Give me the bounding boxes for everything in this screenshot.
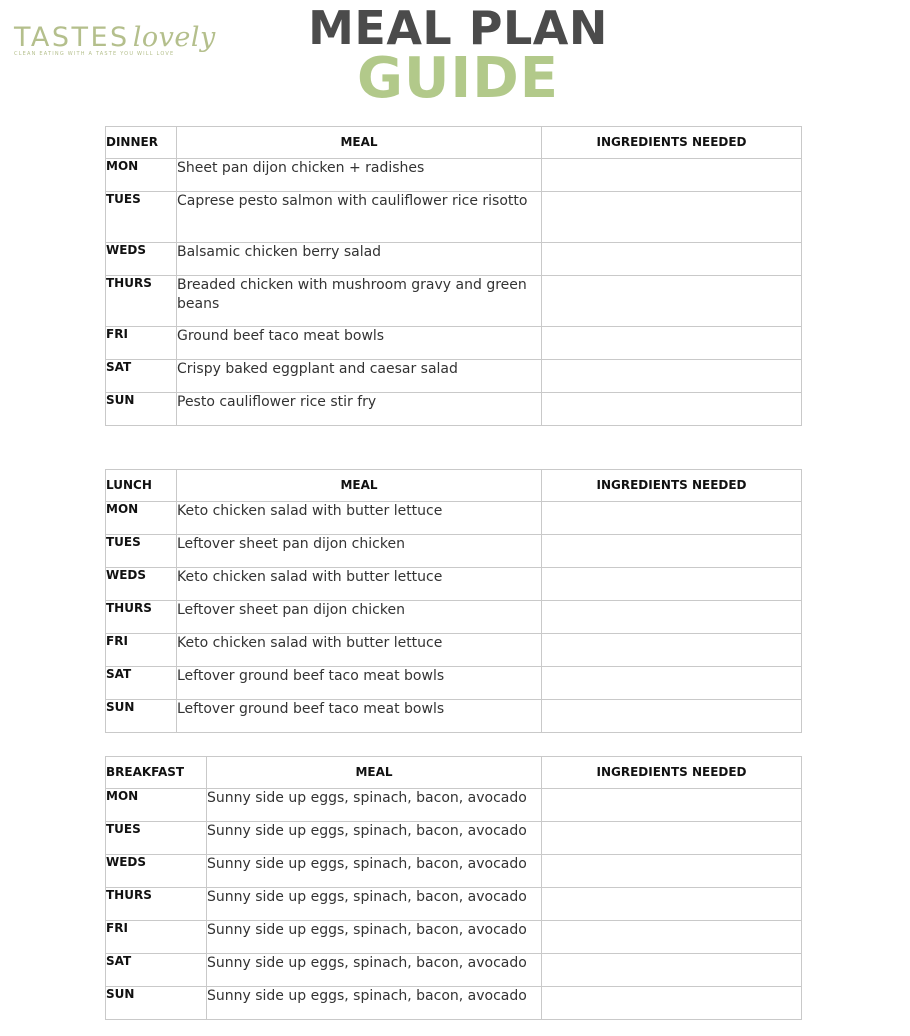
ingredients-column-header: INGREDIENTS NEEDED xyxy=(542,470,802,502)
ingredients-column-header: INGREDIENTS NEEDED xyxy=(542,757,802,789)
day-cell: MON xyxy=(106,789,207,822)
ingredients-cell[interactable] xyxy=(542,855,802,888)
meal-cell: Sunny side up eggs, spinach, bacon, avocado xyxy=(207,822,542,855)
meal-cell: Ground beef taco meat bowls xyxy=(177,327,542,360)
meal-cell: Caprese pesto salmon with cauliflower rice risotto xyxy=(177,192,542,243)
ingredients-cell[interactable] xyxy=(542,634,802,667)
table-row xyxy=(106,789,802,822)
brand-name-script: lovely xyxy=(132,22,216,53)
meal-cell: Sunny side up eggs, spinach, bacon, avocado xyxy=(207,921,542,954)
day-cell: TUES xyxy=(106,822,207,855)
ingredients-cell[interactable] xyxy=(542,276,802,327)
table-header-row xyxy=(106,757,802,789)
meal-cell: Keto chicken salad with butter lettuce xyxy=(177,634,542,667)
table-row xyxy=(106,855,802,888)
brand-name-word: TASTES xyxy=(14,22,130,53)
table-row xyxy=(106,393,802,426)
day-cell: WEDS xyxy=(106,855,207,888)
day-cell: MON xyxy=(106,502,177,535)
ingredients-column-header: INGREDIENTS NEEDED xyxy=(542,127,802,159)
day-cell: THURS xyxy=(106,276,177,327)
page-title-line1: MEAL PLAN xyxy=(308,1,608,55)
brand-tagline: CLEAN EATING WITH A TASTE YOU WILL LOVE xyxy=(14,51,175,57)
day-cell: SUN xyxy=(106,393,177,426)
ingredients-cell[interactable] xyxy=(542,601,802,634)
meal-cell: Breaded chicken with mushroom gravy and green beans xyxy=(177,276,542,327)
table-row xyxy=(106,954,802,987)
day-cell: TUES xyxy=(106,535,177,568)
table-row xyxy=(106,700,802,733)
day-cell: FRI xyxy=(106,921,207,954)
day-cell: WEDS xyxy=(106,568,177,601)
ingredients-cell[interactable] xyxy=(542,888,802,921)
table-row xyxy=(106,243,802,276)
table-row xyxy=(106,360,802,393)
meal-cell: Balsamic chicken berry salad xyxy=(177,243,542,276)
table-row xyxy=(106,822,802,855)
ingredients-cell[interactable] xyxy=(542,822,802,855)
ingredients-cell[interactable] xyxy=(542,700,802,733)
ingredients-cell[interactable] xyxy=(542,954,802,987)
meal-cell: Leftover sheet pan dijon chicken xyxy=(177,601,542,634)
table-row xyxy=(106,921,802,954)
meal-cell: Sunny side up eggs, spinach, bacon, avocado xyxy=(207,789,542,822)
meal-column-header: MEAL xyxy=(207,757,542,789)
table-row xyxy=(106,888,802,921)
ingredients-cell[interactable] xyxy=(542,243,802,276)
meal-cell: Crispy baked eggplant and caesar salad xyxy=(177,360,542,393)
meal-cell: Leftover ground beef taco meat bowls xyxy=(177,667,542,700)
day-cell: TUES xyxy=(106,192,177,243)
ingredients-cell[interactable] xyxy=(542,921,802,954)
dinner-table xyxy=(105,126,802,426)
breakfast-table xyxy=(105,756,802,1020)
table-row xyxy=(106,667,802,700)
table-row xyxy=(106,601,802,634)
table-row xyxy=(106,568,802,601)
table-row xyxy=(106,327,802,360)
ingredients-cell[interactable] xyxy=(542,327,802,360)
day-cell: MON xyxy=(106,159,177,192)
day-cell: THURS xyxy=(106,601,177,634)
day-cell: FRI xyxy=(106,327,177,360)
day-cell: SUN xyxy=(106,987,207,1020)
section-label: DINNER xyxy=(106,127,177,159)
table-row xyxy=(106,502,802,535)
meal-column-header: MEAL xyxy=(177,127,542,159)
day-cell: SUN xyxy=(106,700,177,733)
lunch-table xyxy=(105,469,802,733)
ingredients-cell[interactable] xyxy=(542,535,802,568)
table-row xyxy=(106,987,802,1020)
ingredients-cell[interactable] xyxy=(542,568,802,601)
table-header-row xyxy=(106,470,802,502)
ingredients-cell[interactable] xyxy=(542,789,802,822)
day-cell: THURS xyxy=(106,888,207,921)
meal-cell: Sunny side up eggs, spinach, bacon, avocado xyxy=(207,954,542,987)
page-title-line2: GUIDE xyxy=(356,46,559,111)
table-header-row xyxy=(106,127,802,159)
ingredients-cell[interactable] xyxy=(542,393,802,426)
table-row xyxy=(106,159,802,192)
ingredients-cell[interactable] xyxy=(542,987,802,1020)
meal-column-header: MEAL xyxy=(177,470,542,502)
day-cell: WEDS xyxy=(106,243,177,276)
ingredients-cell[interactable] xyxy=(542,159,802,192)
ingredients-cell[interactable] xyxy=(542,502,802,535)
section-label: BREAKFAST xyxy=(106,757,207,789)
meal-cell: Keto chicken salad with butter lettuce xyxy=(177,568,542,601)
ingredients-cell[interactable] xyxy=(542,192,802,243)
day-cell: FRI xyxy=(106,634,177,667)
table-row xyxy=(106,276,802,327)
meal-cell: Sunny side up eggs, spinach, bacon, avocado xyxy=(207,855,542,888)
meal-cell: Leftover sheet pan dijon chicken xyxy=(177,535,542,568)
table-row xyxy=(106,192,802,243)
meal-cell: Leftover ground beef taco meat bowls xyxy=(177,700,542,733)
ingredients-cell[interactable] xyxy=(542,667,802,700)
meal-cell: Keto chicken salad with butter lettuce xyxy=(177,502,542,535)
day-cell: SAT xyxy=(106,360,177,393)
meal-cell: Sheet pan dijon chicken + radishes xyxy=(177,159,542,192)
day-cell: SAT xyxy=(106,667,177,700)
meal-cell: Pesto cauliflower rice stir fry xyxy=(177,393,542,426)
section-label: LUNCH xyxy=(106,470,177,502)
meal-cell: Sunny side up eggs, spinach, bacon, avocado xyxy=(207,888,542,921)
meal-cell: Sunny side up eggs, spinach, bacon, avocado xyxy=(207,987,542,1020)
day-cell: SAT xyxy=(106,954,207,987)
table-row xyxy=(106,634,802,667)
table-row xyxy=(106,535,802,568)
ingredients-cell[interactable] xyxy=(542,360,802,393)
